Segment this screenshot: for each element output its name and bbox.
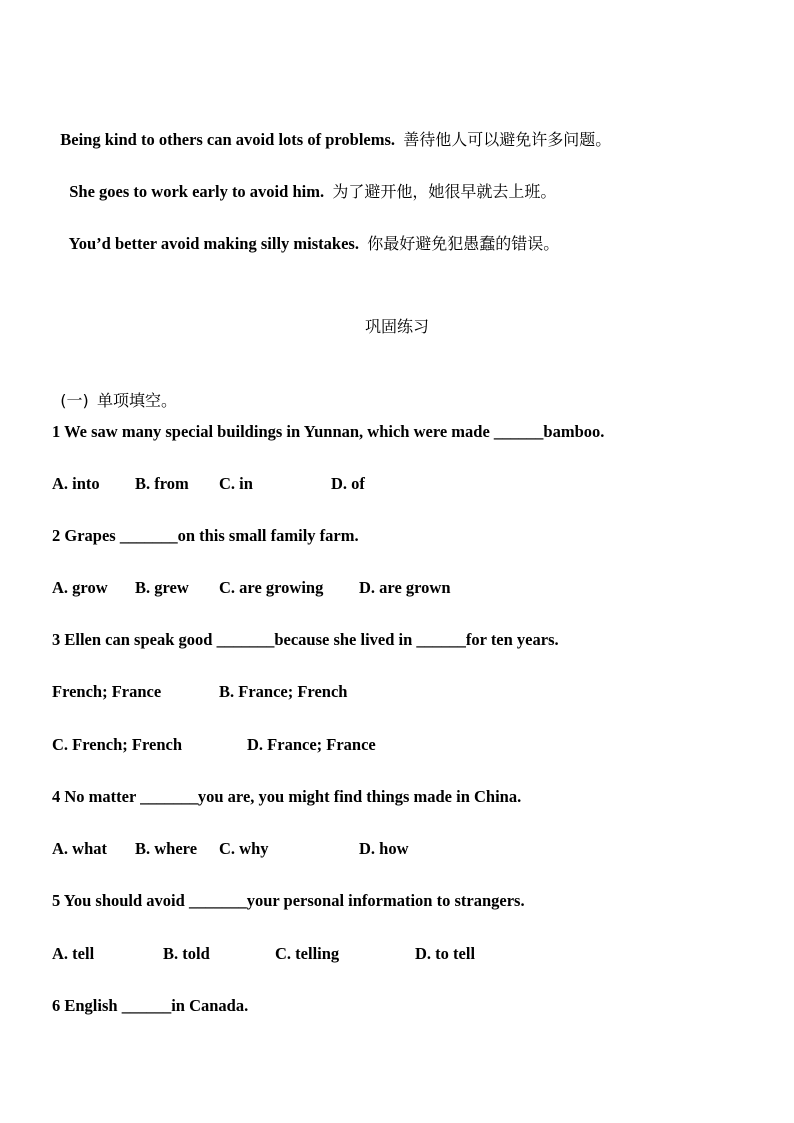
option: C. why xyxy=(219,839,269,858)
example-english: You’d better avoid making silly mistakes. xyxy=(68,234,359,253)
example-sentence xyxy=(61,211,559,255)
option: B. grew xyxy=(135,578,189,597)
option: B. where xyxy=(135,839,198,858)
example-sentence xyxy=(61,159,556,203)
option: C. telling xyxy=(275,944,340,963)
part-title: 单项填空。 xyxy=(97,391,178,410)
example-chinese: 善待他人可以避免许多问题。 xyxy=(403,130,612,149)
option: D. of xyxy=(331,474,365,493)
example-english: Being kind to others can avoid lots of problems. xyxy=(60,130,396,149)
option: B. told xyxy=(163,944,210,963)
option: D. France; France xyxy=(247,735,376,754)
example-english: She goes to work early to avoid him. xyxy=(69,182,325,201)
option: C. in xyxy=(219,474,253,493)
option: A. tell xyxy=(52,944,95,963)
section-title: 巩固练习 xyxy=(364,317,429,336)
example-sentence xyxy=(52,107,611,151)
question-stem: 2 Grapes _______on this small family farm. xyxy=(52,526,359,545)
question-stem: 1 We saw many special buildings in Yunnan, which were made ______bamboo. xyxy=(52,422,605,441)
option: D. to tell xyxy=(415,944,476,963)
option: French; France xyxy=(52,682,162,701)
question-stem: 4 No matter _______you are, you might find things made in China. xyxy=(52,787,522,806)
question-stem: 3 Ellen can speak good _______because she lived in ______for ten years. xyxy=(52,630,559,649)
part-label: (一) xyxy=(60,391,89,410)
option: A. grow xyxy=(52,578,108,597)
option: C. French; French xyxy=(52,735,182,754)
part-heading xyxy=(52,368,177,412)
option: A. what xyxy=(52,839,108,858)
question-stem: 5 You should avoid _______your personal information to strangers. xyxy=(52,891,525,910)
option: B. from xyxy=(135,474,189,493)
option: D. are grown xyxy=(359,578,451,597)
option: C. are growing xyxy=(219,578,324,597)
example-chinese: 你最好避免犯愚蠢的错误。 xyxy=(367,234,560,253)
example-chinese: 为了避开他，她很早就去上班。 xyxy=(332,182,557,201)
option: D. how xyxy=(359,839,409,858)
question-stem: 6 English ______in Canada. xyxy=(52,996,249,1015)
option: B. France; French xyxy=(219,682,348,701)
option: A. into xyxy=(52,474,100,493)
